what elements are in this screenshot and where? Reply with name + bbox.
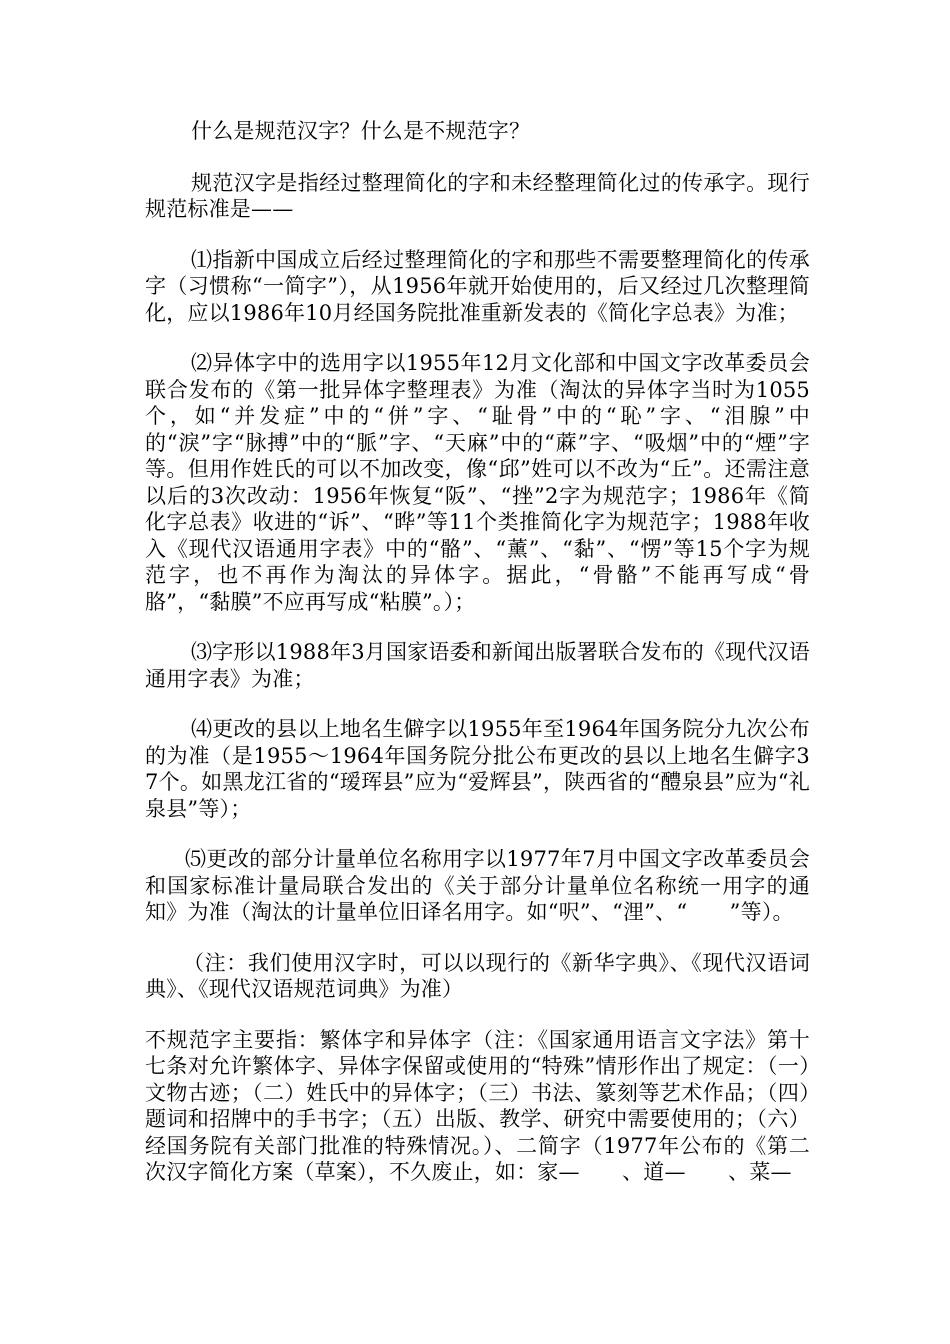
intro-paragraph: 规范汉字是指经过整理简化的字和未经整理简化过的传承字。现行规范标准是——	[145, 170, 810, 221]
standard-item-4: ⑷更改的县以上地名生僻字以1955年至1964年国务院分九次公布的为准（是1955～1964年国务院分批公布更改的县以上地名生僻字37个。如黑龙江省的“瑷珲县”应为“爱辉县”，陕西省的“醴泉县”应为“礼泉县”等）；	[145, 717, 810, 821]
reference-note: （注：我们使用汉字时，可以以现行的《新华字典》、《现代汉语词典》、《现代汉语规范词典》为准）	[145, 950, 810, 1001]
standard-item-2: ⑵异体字中的选用字以1955年12月文化部和中国文字改革委员会联合发布的《第一批异体字整理表》为准（淘汰的异体字当时为1055个，如“并发症”中的“併”字、“耻骨”中的“恥”字、“泪腺”中的“淚”字“脉搏”中的“脈”字、“天麻”中的“蔴”字、“吸烟”中的“煙”字等。但用作姓氏的可以不加改变，像“邱”姓可以不改为“丘”。还需注意以后的3次改动：1956年恢复“阪”、“挫”2字为规范字；1986年《简化字总表》收进的“诉”、“晔”等11个类推简化字为规范字；1988年收入《现代汉语通用字表》中的“骼”、“薰”、“黏”、“愣”等15个字为规范字，也不再作为淘汰的异体字。据此，“骨骼”不能再写成“骨胳”，“黏膜”不应再写成“粘膜”。）；	[145, 351, 810, 614]
document-title: 什么是规范汉字？什么是不规范字？	[191, 119, 531, 143]
standard-item-1: ⑴指新中国成立后经过整理简化的字和那些不需要整理简化的传承字（习惯称“一简字”），从1956年就开始使用的，后又经过几次整理简化，应以1986年10月经国务院批准重新发表的《简化字总表》为准；	[145, 247, 810, 325]
standard-item-3: ⑶字形以1988年3月国家语委和新闻出版署联合发布的《现代汉语通用字表》为准；	[145, 640, 811, 691]
standard-item-5: ⑸更改的部分计量单位名称用字以1977年7月中国文字改革委员会和国家标准计量局联合发出的《关于部分计量单位名称统一用字的通知》为准（淘汰的计量单位旧译名用字。如“呎”、“浬”、“ ”等）。	[145, 847, 810, 924]
document-page	[145, 118, 810, 1186]
nonstandard-paragraph: 不规范字主要指：繁体字和异体字（注：《国家通用语言文字法》第十七条对允许繁体字、异体字保留或使用的“特殊”情形作出了规定：（一）文物古迹；（二）姓氏中的异体字；（三）书法、篆刻等艺术作品；（四）题词和招牌中的手书字；（五）出版、教学、研究中需要使用的；（六）经国务院有关部门批准的特殊情况。）、二简字（1977年公布的《第二次汉字简化方案（草案），不久废止，如：家— 、道— 、菜—	[145, 1027, 810, 1184]
